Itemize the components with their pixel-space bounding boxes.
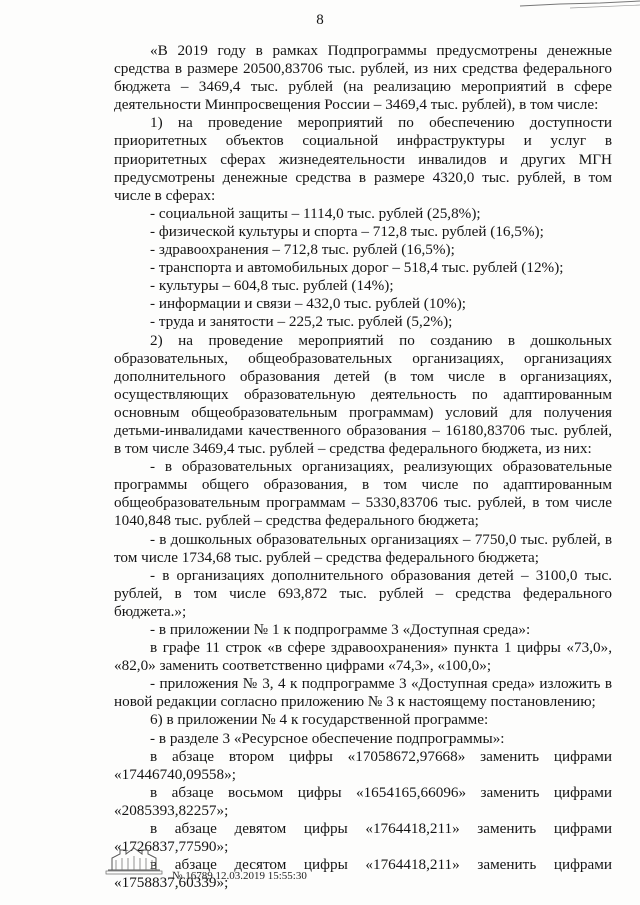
list-item: - труда и занятости – 225,2 тыс. рублей (5,2%); [150, 313, 453, 331]
paragraph: - в организациях дополнительного образования детей – 3100,0 тыс. рублей, в том числе 693,872 тыс. рублей – средства федерального бюджета.»; [114, 566, 612, 620]
paragraph: в абзаце восьмом цифры «1654165,66096» заменить цифрами «2085393,82257»; [114, 783, 612, 819]
paragraph: - в дошкольных образовательных организациях – 7750,0 тыс. рублей, в том числе 1734,68 тыс. рублей – средства федерального бюджета; [114, 530, 612, 566]
document-body [114, 42, 612, 892]
paragraph: в абзаце десятом цифры «1764418,211» заменить цифрами «1758837,60339»; [114, 856, 612, 892]
paragraph: 2) на проведение мероприятий по созданию в дошкольных образовательных, общеобразовательных организациях, организациях дополнительного образования детей (в том числе в организациях, осуществляющих образовательную деятельность по адаптированным основным общеобразовательным программам) условий для получения детьми-инвалидами качественного образования – 16180,83706 тыс. рублей, в том числе 3469,4 тыс. рублей – средства федерального бюджета, из них: [114, 331, 612, 458]
list-item: - культуры – 604,8 тыс. рублей (14%); [150, 277, 394, 295]
paragraph: - в образовательных организациях, реализующих образовательные программы общего образования, в том числе по адаптированным общеобразовательным программам – 5330,83706 тыс. рублей, в том числе 1040,848 тыс. рублей – средства федерального бюджета; [114, 458, 612, 530]
paragraph: в абзаце девятом цифры «1764418,211» заменить цифрами «1726837,77590»; [114, 820, 612, 856]
list-item: - информации и связи – 432,0 тыс. рублей (10%); [150, 295, 466, 313]
paragraph: в абзаце втором цифры «17058672,97668» заменить цифрами «17446740,09558»; [114, 747, 612, 783]
building-stamp-icon [100, 844, 168, 882]
paragraph: - в разделе 3 «Ресурсное обеспечение подпрограммы»: [150, 729, 505, 747]
paragraph: - приложения № 3, 4 к подпрограмме 3 «Доступная среда» изложить в новой редакции согласно приложению № 3 к настоящему постановлению; [114, 675, 612, 711]
paragraph: 6) в приложении № 4 к государственной программе: [150, 711, 489, 729]
list-item: - транспорта и автомобильных дорог – 518,4 тыс. рублей (12%); [150, 259, 564, 277]
list-item: - здравоохранения – 712,8 тыс. рублей (16,5%); [150, 241, 455, 259]
paragraph: 1) на проведение мероприятий по обеспечению доступности приоритетных объектов социальной инфраструктуры и услуг в приоритетных сферах жизнедеятельности инвалидов и других МГН предусмотрены денежные средства в размере 4320,0 тыс. рублей, в том числе в сферах: [114, 114, 612, 204]
document-footer [100, 844, 420, 894]
paragraph: в графе 11 строк «в сфере здравоохранения» пункта 1 цифры «73,0», «82,0» заменить соответственно цифрами «74,3», «100,0»; [114, 639, 612, 675]
list-item: - социальной защиты – 1114,0 тыс. рублей (25,8%); [150, 204, 481, 222]
registration-stamp: № 16789 12.03.2019 15:55:30 [172, 870, 307, 882]
paragraph: «В 2019 году в рамках Подпрограммы предусмотрены денежные средства в размере 20500,83706 тыс. рублей, из них средства федерального бюджета – 3469,4 тыс. рублей (на реализацию мероприятий в сфере деятельности Минпросвещения России – 3469,4 тыс. рублей), в том числе: [114, 42, 612, 114]
paragraph: - в приложении № 1 к подпрограмме 3 «Доступная среда»: [150, 621, 531, 638]
page-number: 8 [316, 12, 324, 28]
list-item: - физической культуры и спорта – 712,8 тыс. рублей (16,5%); [150, 222, 544, 240]
